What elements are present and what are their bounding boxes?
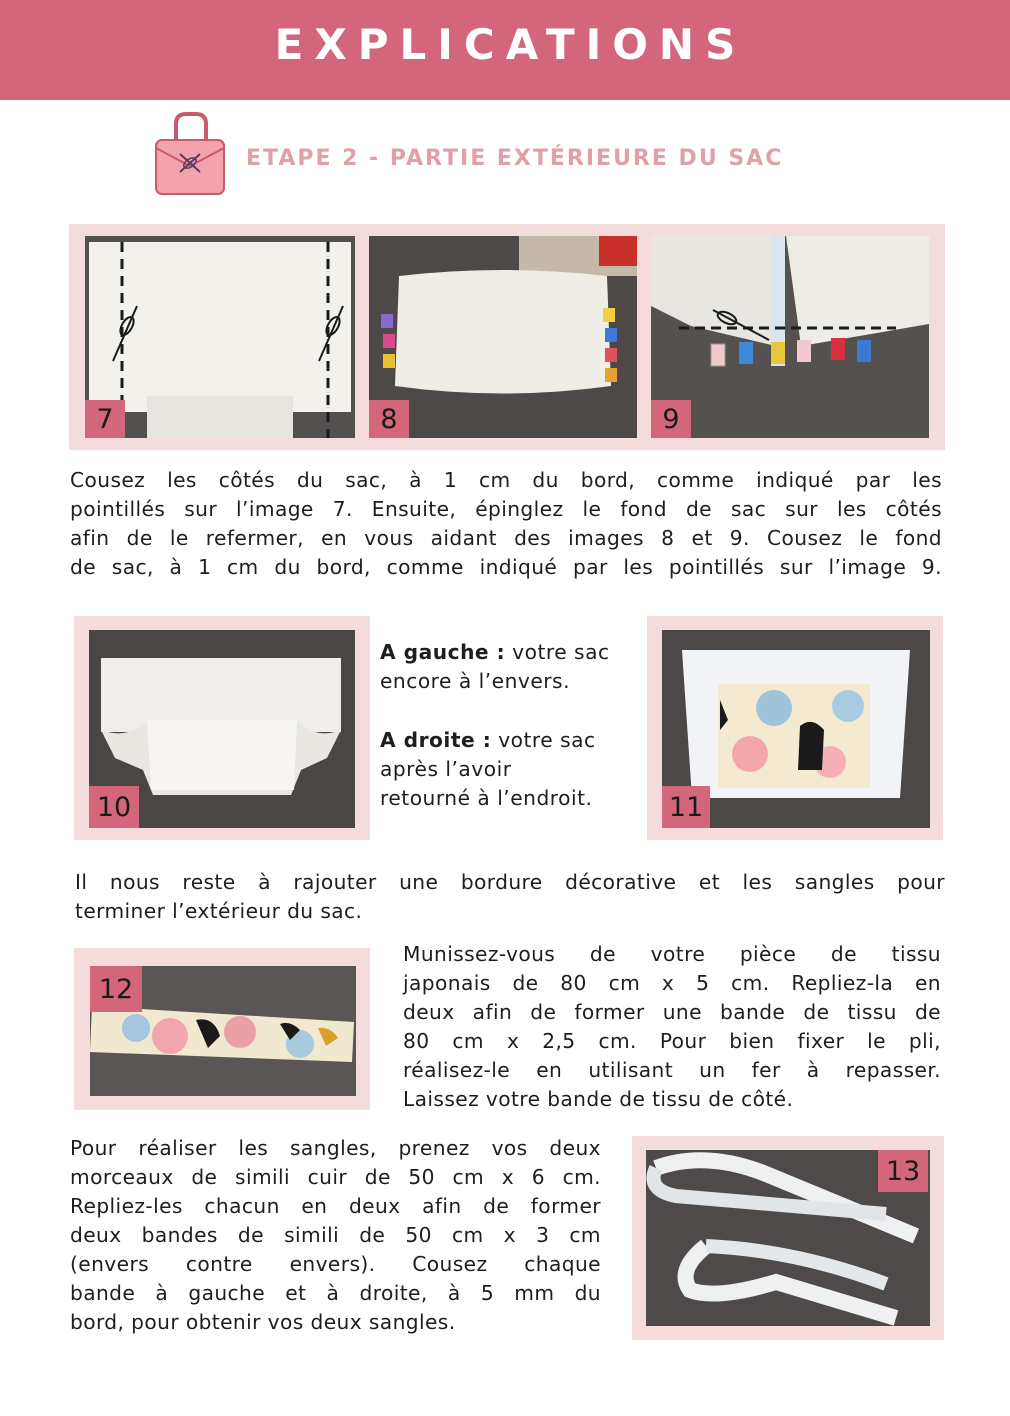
text-line: (envers contre envers). Cousez chaque: [70, 1252, 601, 1276]
photo-number-badge: 13: [878, 1150, 928, 1192]
text-line: bord, pour obtenir vos deux sangles.: [70, 1310, 456, 1334]
caption-right: [380, 726, 642, 813]
photo-8: [369, 236, 637, 438]
text-line: Cousez les côtés du sac, à 1 cm du bord, comme indiqué par les: [70, 468, 942, 492]
photo-10: [89, 630, 355, 828]
text-line: encore à l’envers.: [380, 669, 570, 693]
text-line: terminer l’extérieur du sac.: [75, 899, 363, 923]
photo-9: [651, 236, 929, 438]
text-line: Pour réaliser les sangles, prenez vos deux: [70, 1136, 601, 1160]
handbag-with-needle-icon: [150, 110, 230, 198]
photo-number-badge: 12: [90, 966, 142, 1012]
text-line: pointillés sur l’image 7. Ensuite, épinglez le fond de sac sur les côtés: [70, 497, 942, 521]
photo-13: [646, 1150, 930, 1326]
photo-number-badge: 9: [651, 400, 691, 438]
text-line: bande à gauche et à droite, à 5 mm du: [70, 1281, 601, 1305]
text-line: votre sac: [505, 640, 610, 664]
text-line: de sac, à 1 cm du bord, comme indiqué par les pointillés sur l’image 9.: [70, 555, 942, 579]
text-line: retourné à l’endroit.: [380, 786, 593, 810]
caption-left: [380, 638, 642, 696]
text-line: japonais de 80 cm x 5 cm. Repliez-la en: [403, 971, 941, 995]
photo-12: [90, 966, 356, 1096]
text-line: Il nous reste à rajouter une bordure décorative et les sangles pour: [75, 870, 945, 894]
page-title: EXPLICATIONS: [274, 20, 747, 69]
text-line: deux afin de former une bande de tissu de: [403, 1000, 941, 1024]
photo-11: [662, 630, 930, 828]
text-line: réalisez-le en utilisant un fer à repasser.: [403, 1058, 941, 1082]
text-line: 80 cm x 2,5 cm. Pour bien fixer le pli,: [403, 1029, 941, 1053]
text-line: morceaux de simili cuir de 50 cm x 6 cm.: [70, 1165, 601, 1189]
caption-label-right: A droite :: [380, 728, 492, 752]
photo-number-badge: 10: [89, 786, 139, 828]
caption-label-left: A gauche :: [380, 640, 506, 664]
text-line: afin de le refermer, en vous aidant des images 8 et 9. Cousez le fond: [70, 526, 942, 550]
text-line: deux bandes de simili de 50 cm x 3 cm: [70, 1223, 601, 1247]
paragraph-fabric-band: [403, 940, 941, 1114]
text-line: après l’avoir: [380, 757, 512, 781]
photo-7: [85, 236, 355, 438]
paragraph-remaining-steps: [75, 868, 945, 926]
text-line: Munissez-vous de votre pièce de tissu: [403, 942, 941, 966]
text-line: votre sac: [491, 728, 596, 752]
text-line: Laissez votre bande de tissu de côté.: [403, 1087, 794, 1111]
text-line: Repliez-les chacun en deux afin de former: [70, 1194, 601, 1218]
paragraph-straps: [70, 1134, 601, 1337]
step-title: ETAPE 2 - PARTIE EXTÉRIEURE DU SAC: [246, 146, 784, 171]
header-banner: [0, 0, 1010, 100]
photo-number-badge: 7: [85, 400, 125, 438]
photo-number-badge: 8: [369, 400, 409, 438]
photo-number-badge: 11: [662, 786, 710, 828]
paragraph-sewing-sides: [70, 466, 942, 582]
